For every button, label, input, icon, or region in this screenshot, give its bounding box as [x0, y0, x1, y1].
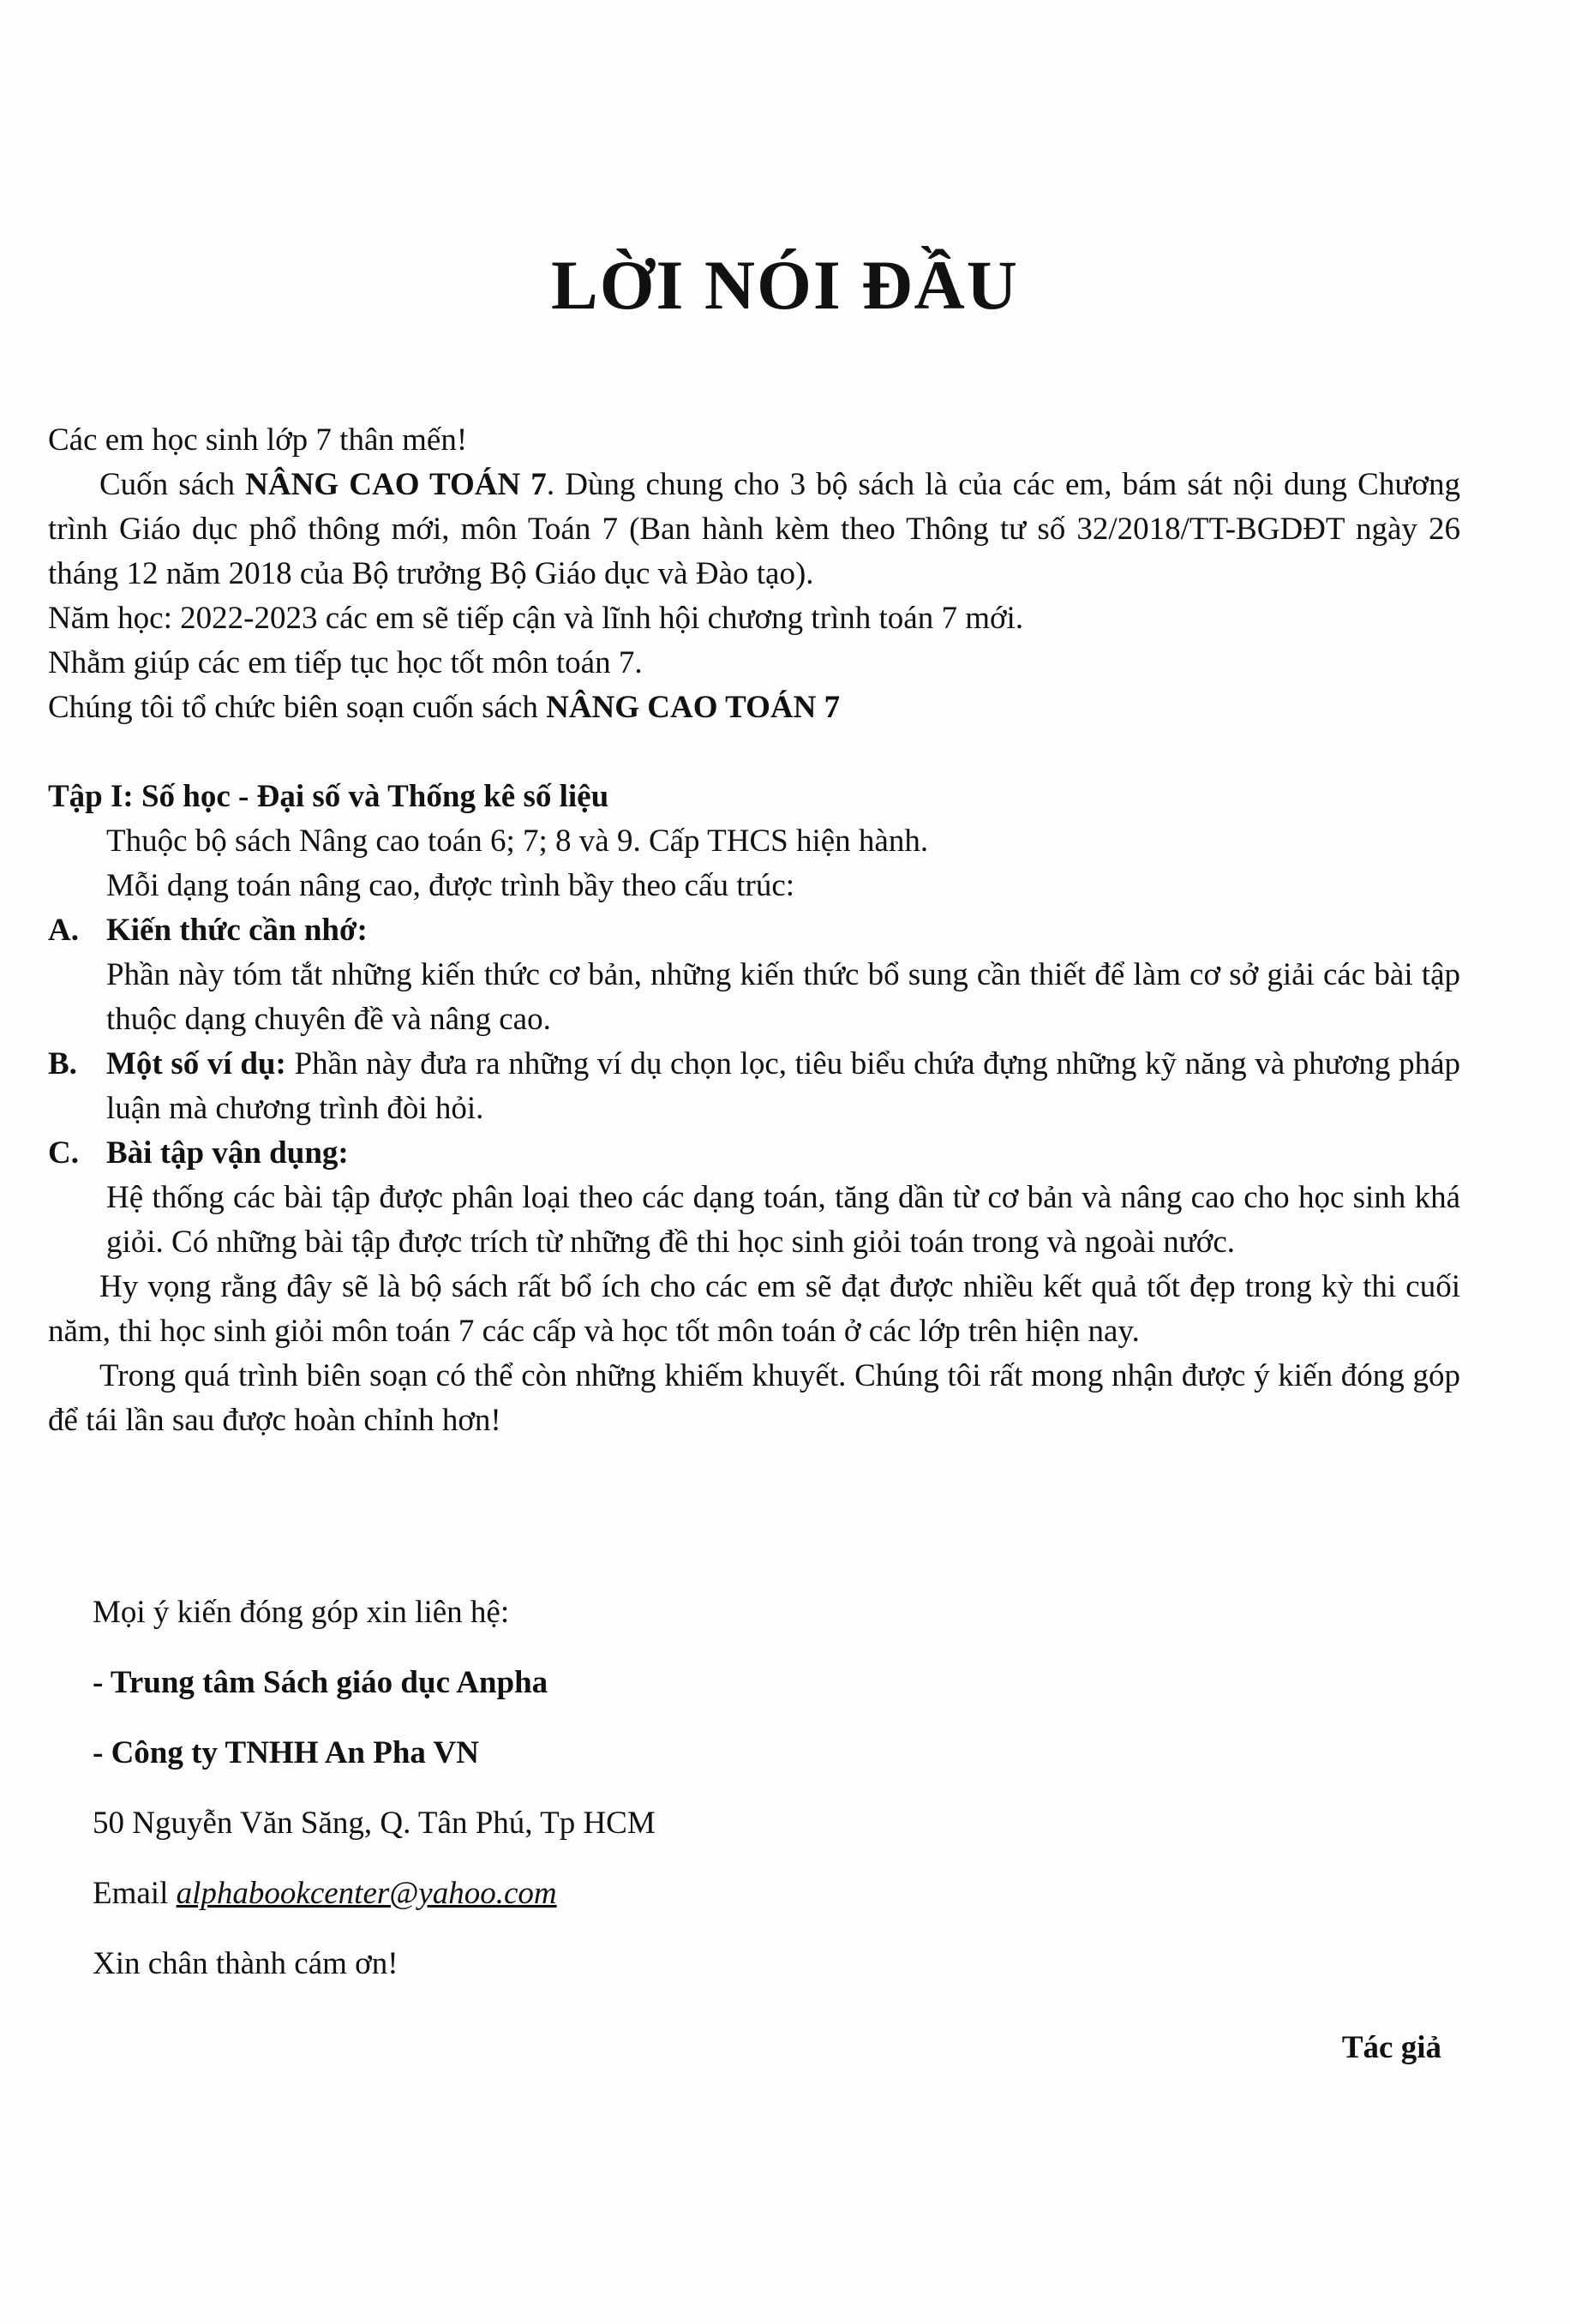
- contact-address: 50 Nguyễn Văn Săng, Q. Tân Phú, Tp HCM: [93, 1806, 656, 1841]
- section-c-heading-text: Bài tập vận dụng:: [106, 1135, 349, 1171]
- section-a-heading-text: Kiến thức cần nhớ:: [106, 913, 368, 948]
- intro-paragraph: [48, 463, 1460, 596]
- contact-org-2: - Công ty TNHH An Pha VN: [93, 1735, 479, 1770]
- compilation-text: Chúng tôi tổ chức biên soạn cuốn sách: [48, 690, 547, 725]
- author-signature: Tác giả: [1341, 2030, 1441, 2065]
- section-c-heading: [106, 1131, 1460, 1176]
- section-b-content: [106, 1042, 1460, 1131]
- section-a: [48, 908, 1460, 953]
- hope-paragraph: Hy vọng rằng đây sẽ là bộ sách rất bổ ích cho các em sẽ đạt được nhiều kết quả tốt đẹp trong kỳ thi cuối năm, thi học sinh giỏi môn toán 7 các cấp và học tốt môn toán ở các lớp trên hiện nay.: [48, 1269, 1460, 1349]
- page-title: LỜI NÓI ĐẦU: [551, 246, 1019, 324]
- email-label: Email: [93, 1876, 177, 1911]
- email-link[interactable]: alphabookcenter@yahoo.com: [176, 1876, 557, 1911]
- volume-structure-line: Mỗi dạng toán nâng cao, được trình bầy theo cấu trúc:: [106, 868, 795, 903]
- intro-text-b: . Dùng chung cho 3 bộ sách là của các em, bám sát nội dung Chương trình Giáo dục phổ thông mới, môn Toán 7 (Ban hành kèm theo Thông tư số 32/2018/TT-BGDĐT ngày 26 tháng 12 năm 2018 của Bộ trưởng Bộ Giáo dục và Đào tạo).: [48, 467, 1460, 591]
- compilation-line: [48, 686, 1460, 730]
- section-c-text: Hệ thống các bài tập được phân loại theo các dạng toán, tăng dần từ cơ bản và nâng cao cho học sinh khá giỏi. Có những bài tập được trích từ những đề thi học sinh giỏi toán trong và ngoài nước.: [106, 1180, 1460, 1260]
- school-year-line: [48, 596, 1460, 641]
- section-a-text: Phần này tóm tắt những kiến thức cơ bản, những kiến thức bổ sung cần thiết để làm cơ sở giải các bài tập thuộc dạng chuyên đề và nâng cao.: [106, 957, 1460, 1037]
- book-title-bold: NÂNG CAO TOÁN 7: [245, 467, 547, 502]
- spacer: [48, 730, 1460, 775]
- contact-block: [93, 1590, 656, 2012]
- contact-intro: Mọi ý kiến đóng góp xin liên hệ:: [93, 1595, 510, 1630]
- intro-text-a: Cuốn sách: [99, 467, 246, 502]
- thanks-line: Xin chân thành cám ơn!: [93, 1946, 398, 1981]
- preface-body: [48, 418, 1460, 1443]
- school-year-text: Năm học: 2022-2023 các em sẽ tiếp cận và lĩnh hội chương trình toán 7 mới.: [48, 601, 1024, 636]
- section-a-heading: [106, 908, 1460, 953]
- section-a-marker: A.: [48, 913, 79, 948]
- greeting: [48, 418, 1460, 463]
- section-b: [48, 1042, 1460, 1131]
- purpose-line: [48, 641, 1460, 686]
- volume-series-line: Thuộc bộ sách Nâng cao toán 6; 7; 8 và 9. Cấp THCS hiện hành.: [106, 824, 929, 859]
- section-c: [48, 1131, 1460, 1176]
- contact-email-line: [93, 1872, 656, 1916]
- section-b-heading-text: Một số ví dụ:: [106, 1046, 286, 1081]
- section-c-marker: C.: [48, 1135, 79, 1171]
- apology-paragraph: Trong quá trình biên soạn có thể còn những khiếm khuyết. Chúng tôi rất mong nhận được ý kiến đóng góp để tái lần sau được hoàn chỉnh hơn!: [48, 1358, 1460, 1438]
- section-b-marker: B.: [48, 1046, 77, 1081]
- compilation-title-bold: NÂNG CAO TOÁN 7: [546, 690, 841, 725]
- greeting-text: Các em học sinh lớp 7 thân mến!: [48, 422, 468, 458]
- section-b-text: Phần này đưa ra những ví dụ chọn lọc, tiêu biểu chứa đựng những kỹ năng và phương pháp luận mà chương trình đòi hỏi.: [106, 1046, 1460, 1126]
- contact-org-1: - Trung tâm Sách giáo dục Anpha: [93, 1665, 548, 1700]
- volume-heading: Tập I: Số học - Đại số và Thống kê số liệu: [48, 779, 609, 814]
- purpose-text: Nhằm giúp các em tiếp tục học tốt môn toán 7.: [48, 645, 643, 680]
